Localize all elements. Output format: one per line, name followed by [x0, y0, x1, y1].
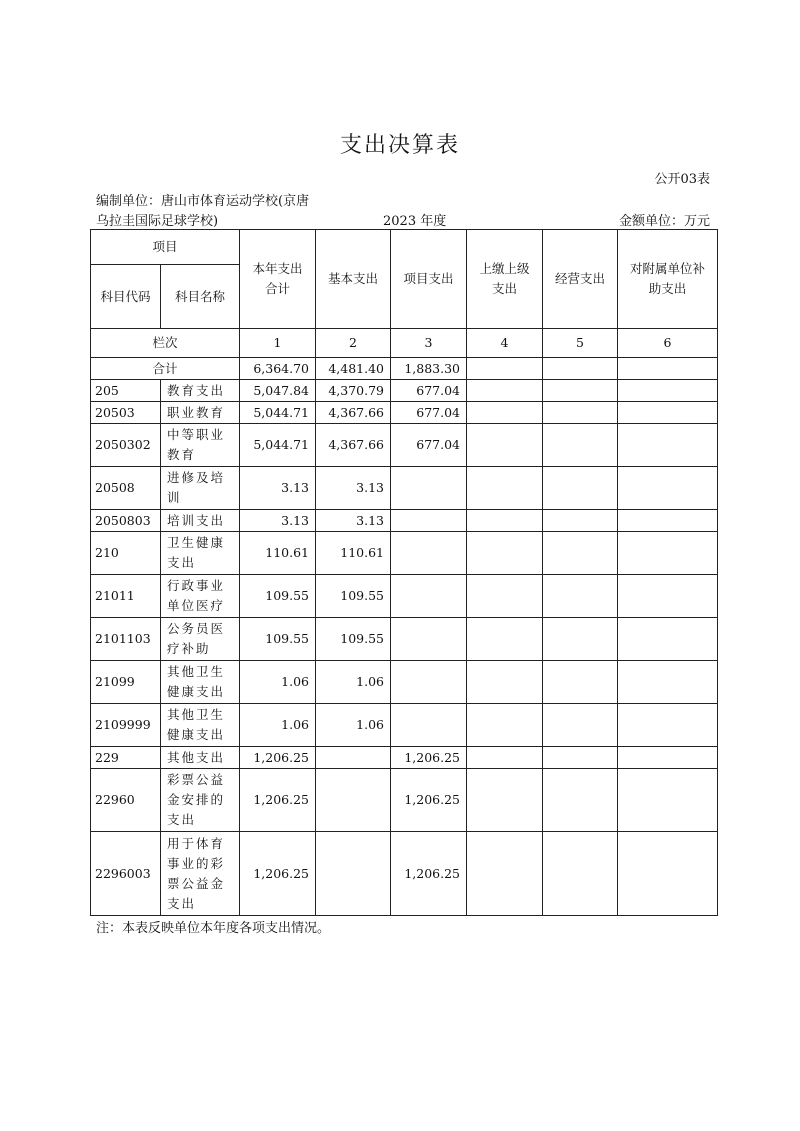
col-index-5: 5: [543, 329, 618, 358]
row-upper: [467, 380, 543, 402]
row-name: 教育支出: [161, 380, 240, 402]
row-code: 2296003: [91, 832, 161, 916]
col-index-6: 6: [618, 329, 718, 358]
row-basic: 109.55: [316, 575, 391, 618]
row-name: 中等职业教育: [161, 424, 240, 467]
row-business: [543, 832, 618, 916]
row-name: 其他卫生健康支出: [161, 704, 240, 747]
row-business: [543, 704, 618, 747]
row-name: 培训支出: [161, 510, 240, 532]
row-code: 21099: [91, 661, 161, 704]
row-basic: 3.13: [316, 510, 391, 532]
row-total: 5,044.71: [240, 424, 316, 467]
sum-upper: [467, 358, 543, 380]
header-name: 科目名称: [161, 265, 240, 329]
row-upper: [467, 747, 543, 769]
row-business: [543, 402, 618, 424]
row-total: 1,206.25: [240, 769, 316, 832]
table-row: [91, 575, 718, 618]
sum-total: 6,364.70: [240, 358, 316, 380]
row-upper: [467, 510, 543, 532]
table-row: [91, 467, 718, 510]
row-project: [391, 532, 467, 575]
header-item: 项目: [91, 230, 240, 265]
row-subsidy: [618, 704, 718, 747]
row-business: [543, 532, 618, 575]
row-code: 229: [91, 747, 161, 769]
row-subsidy: [618, 380, 718, 402]
row-subsidy: [618, 747, 718, 769]
row-subsidy: [618, 510, 718, 532]
row-project: 677.04: [391, 380, 467, 402]
row-business: [543, 424, 618, 467]
header-subsidy: 对附属单位补助支出: [618, 230, 718, 329]
row-upper: [467, 661, 543, 704]
row-upper: [467, 575, 543, 618]
row-business: [543, 747, 618, 769]
row-upper: [467, 769, 543, 832]
row-basic: 3.13: [316, 467, 391, 510]
row-code: 22960: [91, 769, 161, 832]
row-project: 1,206.25: [391, 832, 467, 916]
row-project: 677.04: [391, 402, 467, 424]
row-total: 1.06: [240, 704, 316, 747]
sum-label: 合计: [91, 358, 240, 380]
col-index-3: 3: [391, 329, 467, 358]
header-upper: 上缴上级支出: [467, 230, 543, 329]
row-upper: [467, 532, 543, 575]
row-subsidy: [618, 424, 718, 467]
row-code: 2050302: [91, 424, 161, 467]
table-row: [91, 510, 718, 532]
row-project: [391, 575, 467, 618]
row-basic: [316, 832, 391, 916]
row-subsidy: [618, 661, 718, 704]
row-subsidy: [618, 575, 718, 618]
row-project: 1,206.25: [391, 769, 467, 832]
row-total: 3.13: [240, 510, 316, 532]
table-row: [91, 832, 718, 916]
row-business: [543, 575, 618, 618]
row-project: [391, 618, 467, 661]
row-upper: [467, 832, 543, 916]
row-basic: 1.06: [316, 704, 391, 747]
reporting-unit-line2: 乌拉圭国际足球学校): [96, 214, 219, 229]
row-project: [391, 704, 467, 747]
row-project: 1,206.25: [391, 747, 467, 769]
row-subsidy: [618, 532, 718, 575]
row-upper: [467, 618, 543, 661]
expenditure-table: [90, 229, 718, 916]
col-index-2: 2: [316, 329, 391, 358]
fiscal-year: 2023 年度: [383, 214, 447, 229]
row-upper: [467, 704, 543, 747]
row-name: 卫生健康支出: [161, 532, 240, 575]
header-basic: 基本支出: [316, 230, 391, 329]
table-row: [91, 618, 718, 661]
row-basic: 4,367.66: [316, 402, 391, 424]
row-total: 109.55: [240, 618, 316, 661]
page-title: 支出决算表: [339, 133, 460, 158]
header-project: 项目支出: [391, 230, 467, 329]
row-business: [543, 661, 618, 704]
row-total: 5,047.84: [240, 380, 316, 402]
row-upper: [467, 402, 543, 424]
row-business: [543, 618, 618, 661]
header-total: 本年支出合计: [240, 230, 316, 329]
row-business: [543, 510, 618, 532]
row-total: 1.06: [240, 661, 316, 704]
row-basic: 110.61: [316, 532, 391, 575]
row-name: 行政事业单位医疗: [161, 575, 240, 618]
currency-unit: 金额单位：万元: [618, 214, 710, 229]
row-business: [543, 467, 618, 510]
row-basic: [316, 769, 391, 832]
row-subsidy: [618, 467, 718, 510]
row-code: 2101103: [91, 618, 161, 661]
row-basic: 1.06: [316, 661, 391, 704]
form-number: 公开03表: [654, 172, 710, 187]
row-code: 205: [91, 380, 161, 402]
row-business: [543, 769, 618, 832]
row-name: 用于体育事业的彩票公益金支出: [161, 832, 240, 916]
row-code: 2109999: [91, 704, 161, 747]
row-name: 进修及培训: [161, 467, 240, 510]
row-total: 1,206.25: [240, 832, 316, 916]
row-subsidy: [618, 618, 718, 661]
row-label: 栏次: [91, 329, 240, 358]
row-basic: 4,370.79: [316, 380, 391, 402]
table-row: [91, 402, 718, 424]
row-subsidy: [618, 832, 718, 916]
row-project: [391, 510, 467, 532]
row-subsidy: [618, 769, 718, 832]
table-row: [91, 380, 718, 402]
row-name: 其他支出: [161, 747, 240, 769]
row-name: 职业教育: [161, 402, 240, 424]
row-subsidy: [618, 402, 718, 424]
table-row: [91, 747, 718, 769]
row-upper: [467, 424, 543, 467]
row-total: 109.55: [240, 575, 316, 618]
row-basic: 4,367.66: [316, 424, 391, 467]
sum-subsidy: [618, 358, 718, 380]
row-code: 21011: [91, 575, 161, 618]
table-row: [91, 532, 718, 575]
row-project: [391, 661, 467, 704]
col-index-4: 4: [467, 329, 543, 358]
table-row: [91, 424, 718, 467]
row-code: 2050803: [91, 510, 161, 532]
row-total: 3.13: [240, 467, 316, 510]
row-project: [391, 467, 467, 510]
table-row: [91, 661, 718, 704]
row-total: 110.61: [240, 532, 316, 575]
header-business: 经营支出: [543, 230, 618, 329]
sum-project: 1,883.30: [391, 358, 467, 380]
row-total: 1,206.25: [240, 747, 316, 769]
footnote: 注：本表反映单位本年度各项支出情况。: [96, 921, 331, 936]
col-index-1: 1: [240, 329, 316, 358]
row-basic: [316, 747, 391, 769]
row-business: [543, 380, 618, 402]
table-row: [91, 704, 718, 747]
row-basic: 109.55: [316, 618, 391, 661]
row-code: 20508: [91, 467, 161, 510]
row-name: 彩票公益金安排的支出: [161, 769, 240, 832]
sum-basic: 4,481.40: [316, 358, 391, 380]
header-code: 科目代码: [91, 265, 161, 329]
row-project: 677.04: [391, 424, 467, 467]
row-name: 其他卫生健康支出: [161, 661, 240, 704]
sum-business: [543, 358, 618, 380]
row-code: 20503: [91, 402, 161, 424]
row-upper: [467, 467, 543, 510]
row-name: 公务员医疗补助: [161, 618, 240, 661]
row-total: 5,044.71: [240, 402, 316, 424]
row-code: 210: [91, 532, 161, 575]
table-row: [91, 769, 718, 832]
reporting-unit-line1: 编制单位：唐山市体育运动学校(京唐: [96, 194, 310, 209]
